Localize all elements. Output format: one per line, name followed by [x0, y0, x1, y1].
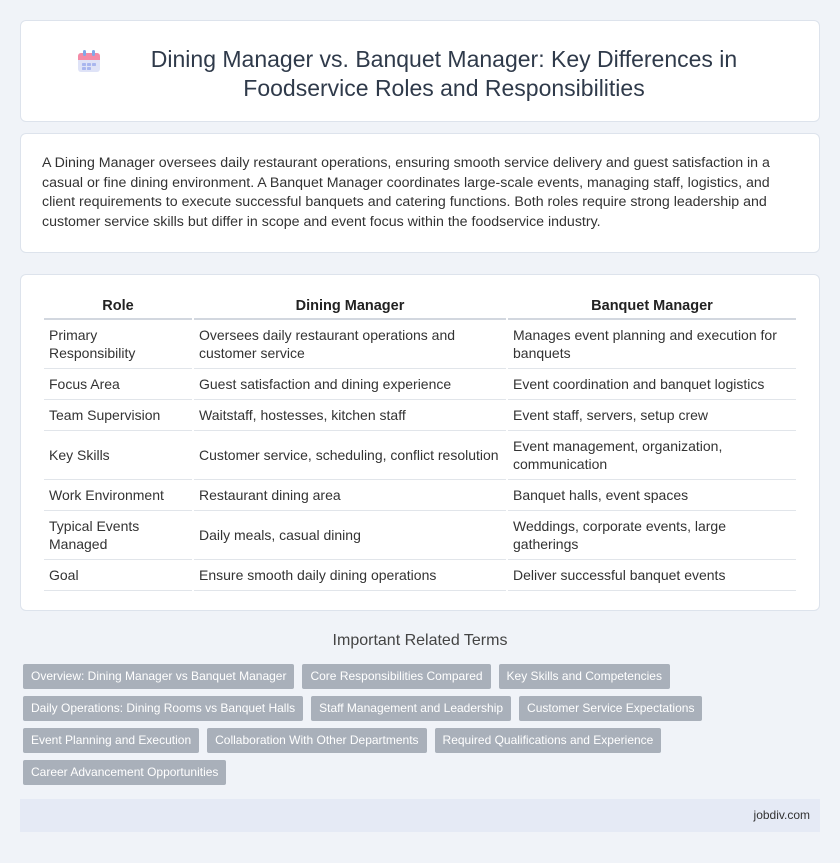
related-term-tag[interactable]: Event Planning and Execution [23, 728, 199, 753]
tag-row [23, 664, 823, 689]
tag-row [23, 728, 823, 753]
table-header-row [44, 294, 796, 320]
banquet-manager-cell: Manages event planning and execution for banquets [508, 320, 796, 369]
comparison-table [42, 294, 798, 591]
tag-row [23, 760, 823, 785]
related-term-tag[interactable]: Core Responsibilities Compared [302, 664, 490, 689]
calendar-icon [76, 48, 102, 74]
row-label: Typical Events Managed [44, 511, 192, 560]
row-label: Focus Area [44, 369, 192, 400]
table-row [44, 320, 796, 369]
banquet-manager-cell: Event coordination and banquet logistics [508, 369, 796, 400]
page-title: Dining Manager vs. Banquet Manager: Key Differences in Foodservice Roles and Responsibilities [150, 46, 738, 101]
table-row [44, 511, 796, 560]
related-term-tag[interactable]: Career Advancement Opportunities [23, 760, 226, 785]
dining-manager-cell: Guest satisfaction and dining experience [194, 369, 506, 400]
related-term-tag[interactable]: Staff Management and Leadership [311, 696, 511, 721]
table-row [44, 431, 796, 480]
dining-manager-cell: Ensure smooth daily dining operations [194, 560, 506, 591]
related-terms-heading: Important Related Terms [332, 632, 508, 649]
banquet-manager-cell: Event staff, servers, setup crew [508, 400, 796, 431]
related-term-tag[interactable]: Collaboration With Other Departments [207, 728, 426, 753]
footer-site-link[interactable]: jobdiv.com [20, 799, 820, 832]
header-banquet-manager: Banquet Manager [508, 294, 796, 320]
dining-manager-cell: Restaurant dining area [194, 480, 506, 511]
table-row [44, 369, 796, 400]
banquet-manager-cell: Deliver successful banquet events [508, 560, 796, 591]
related-term-tag[interactable]: Daily Operations: Dining Rooms vs Banquet Halls [23, 696, 303, 721]
table-row [44, 480, 796, 511]
tag-row [23, 696, 823, 721]
title-card [20, 20, 820, 122]
related-term-tag[interactable]: Required Qualifications and Experience [435, 728, 662, 753]
row-label: Primary Responsibility [44, 320, 192, 369]
banquet-manager-cell: Banquet halls, event spaces [508, 480, 796, 511]
table-row [44, 560, 796, 591]
comparison-table-card [20, 274, 820, 611]
banquet-manager-cell: Event management, organization, communication [508, 431, 796, 480]
related-term-tag[interactable]: Overview: Dining Manager vs Banquet Manager [23, 664, 294, 689]
intro-card [20, 133, 820, 253]
row-label: Goal [44, 560, 192, 591]
row-label: Work Environment [44, 480, 192, 511]
dining-manager-cell: Waitstaff, hostesses, kitchen staff [194, 400, 506, 431]
related-terms-tags [23, 664, 823, 792]
related-term-tag[interactable]: Customer Service Expectations [519, 696, 702, 721]
dining-manager-cell: Oversees daily restaurant operations and customer service [194, 320, 506, 369]
header-role: Role [44, 294, 192, 320]
header-dining-manager: Dining Manager [194, 294, 506, 320]
dining-manager-cell: Customer service, scheduling, conflict resolution [194, 431, 506, 480]
dining-manager-cell: Daily meals, casual dining [194, 511, 506, 560]
related-term-tag[interactable]: Key Skills and Competencies [499, 664, 670, 689]
banquet-manager-cell: Weddings, corporate events, large gatherings [508, 511, 796, 560]
row-label: Team Supervision [44, 400, 192, 431]
intro-paragraph: A Dining Manager oversees daily restaurant operations, ensuring smooth service delivery and guest satisfaction in a casual or fine dining environment. A Banquet Manager coordinates large-scale events, managing staff, logistics, and client requirements to execute successful banquets and catering functions. Both roles require strong leadership and customer service skills but differ in scope and event focus within the foodservice industry. [42, 155, 770, 230]
table-row [44, 400, 796, 431]
row-label: Key Skills [44, 431, 192, 480]
